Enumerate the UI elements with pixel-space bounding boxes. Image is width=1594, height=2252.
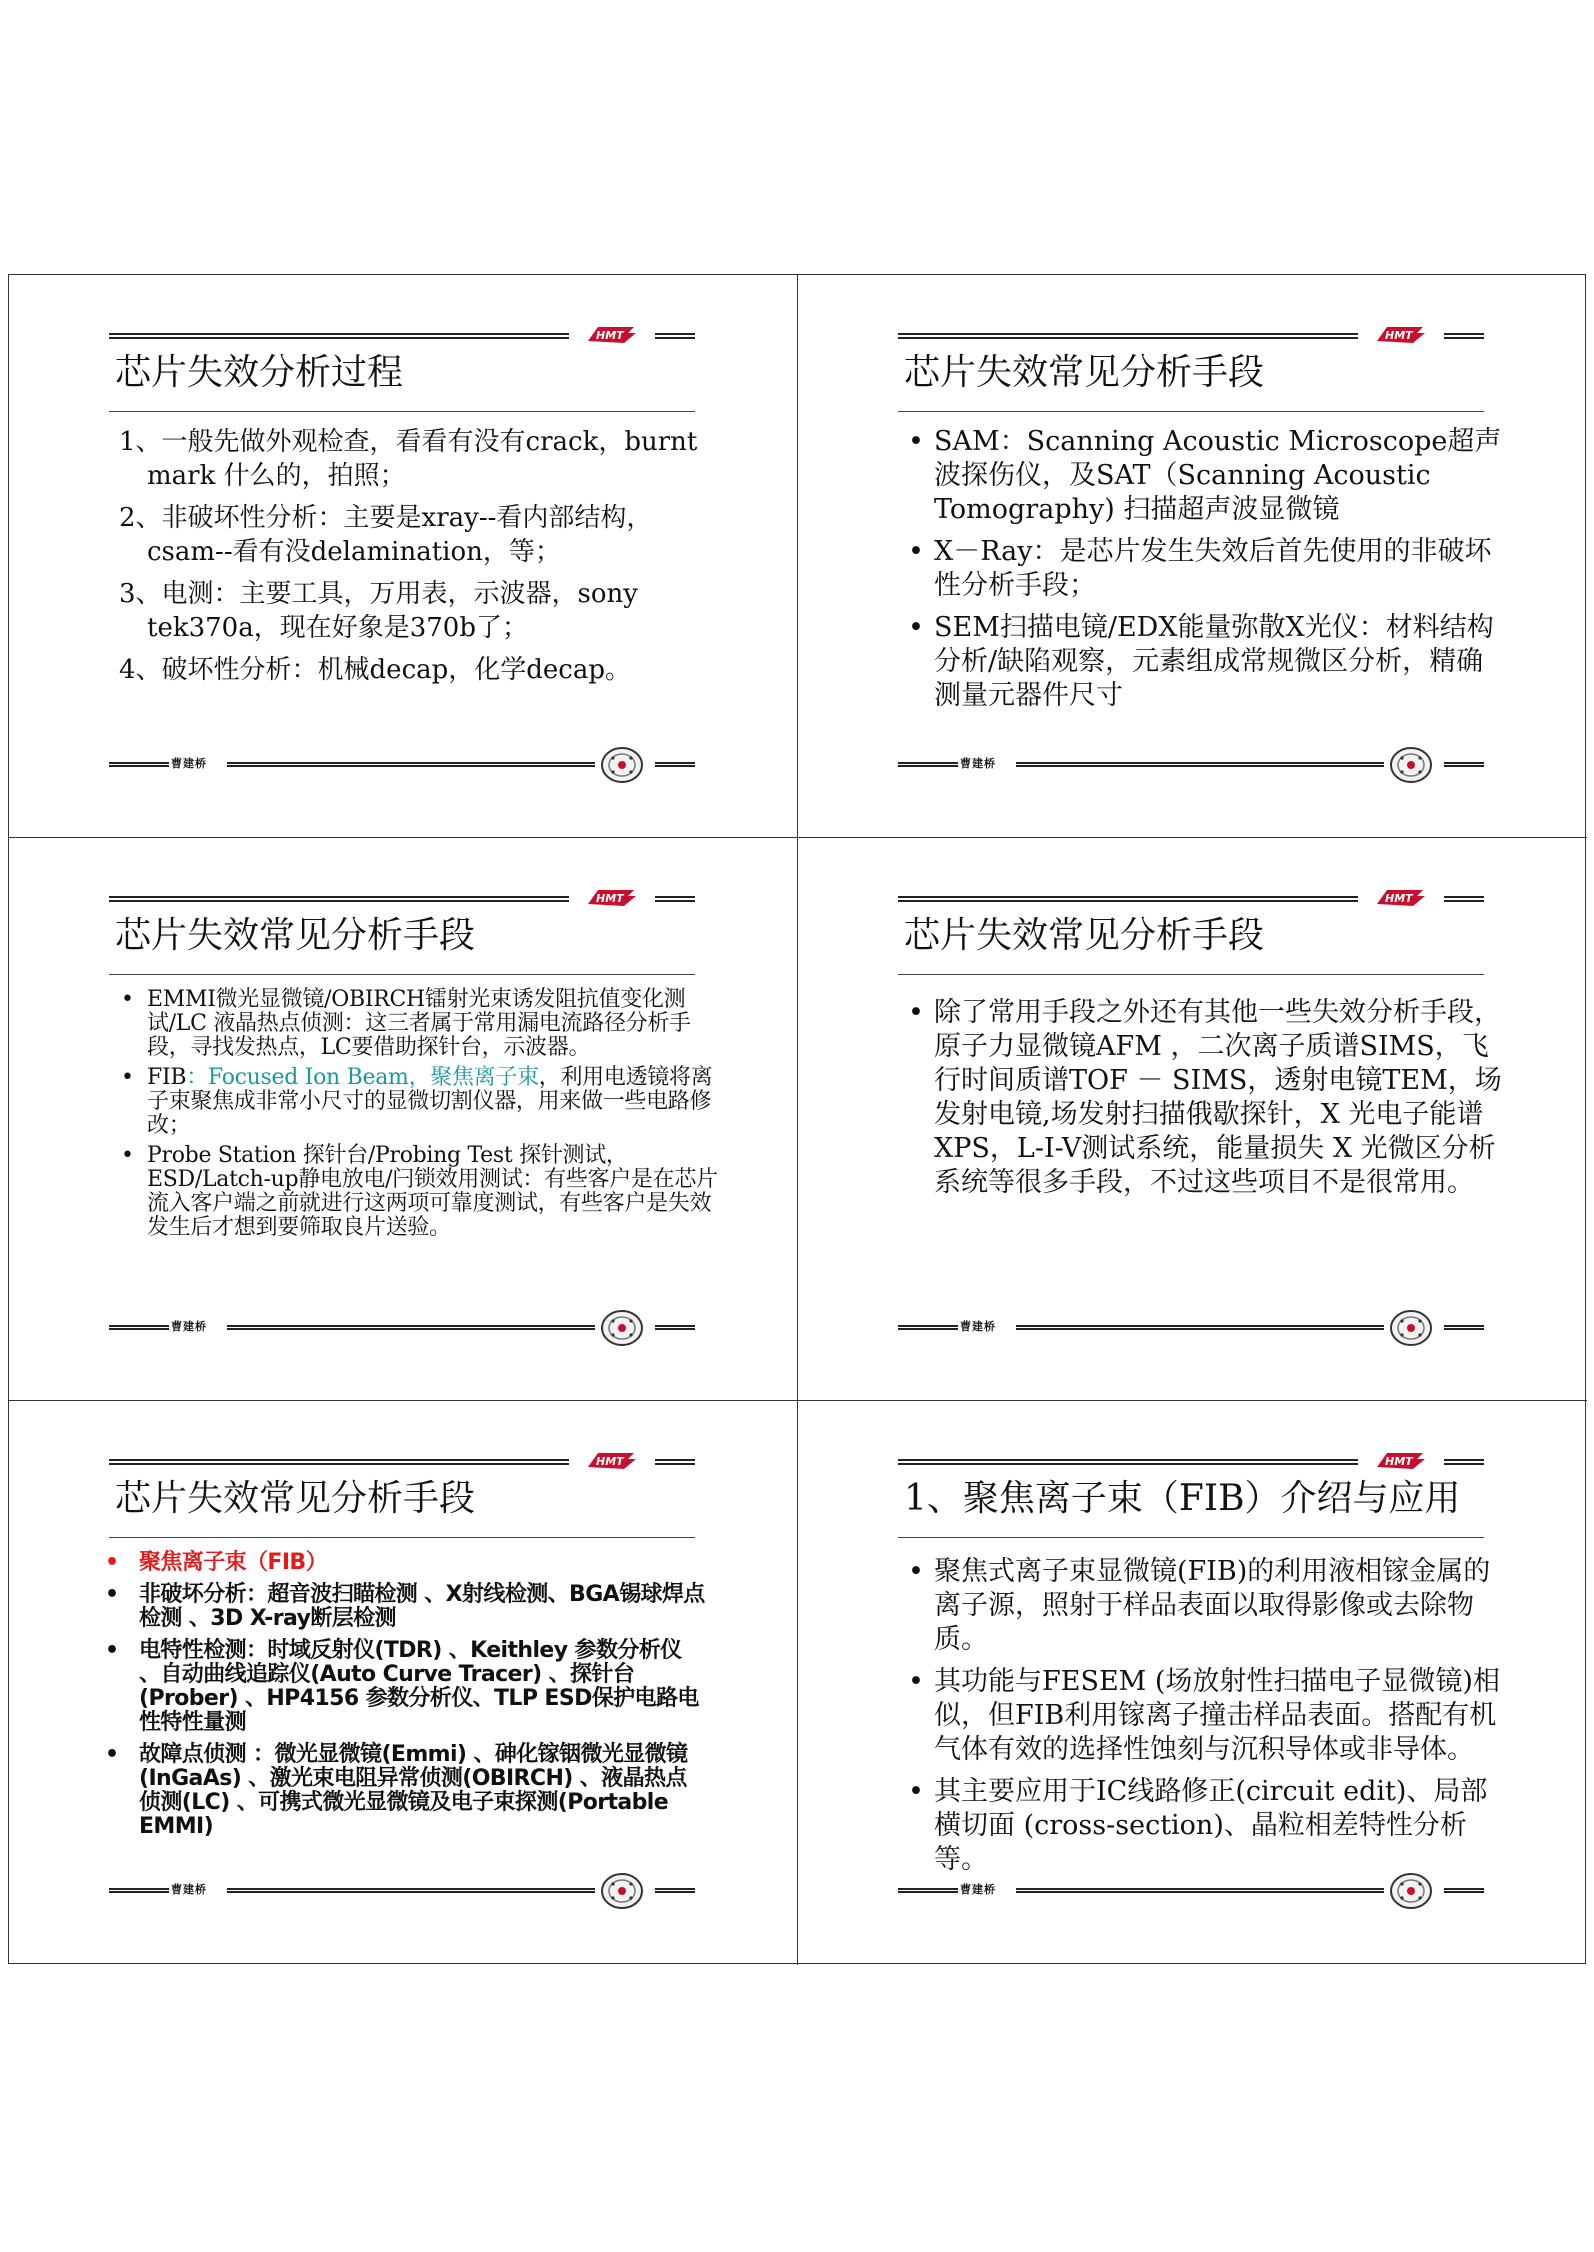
list-item	[908, 1775, 1508, 1877]
list-item-text: 除了常用手段之外还有其他一些失效分析手段，原子力显微镜AFM ，二次离子质谱SIMS，飞行时间质谱TOF － SIMS，透射电镜TEM，场发射电镜,场发射扫描俄歇探针，X 光电子能谱XPS，L-I-V测试系统，能量损失 X 光微区分析系统等很多手段，不过这些项目不是很常用。	[934, 997, 1502, 1198]
footer-rule	[227, 1888, 595, 1893]
list-item-text: Probe Station 探针台/Probing Test 探针测试，ESD/Latch-up静电放电/闩锁效用测试：有些客户是在芯片流入客户端之前就进行这两项可靠度测试，有些客户是失效发生后才想到要筛取良片送验。	[147, 1143, 718, 1240]
slide-grid	[8, 274, 1586, 1964]
list-item	[105, 1743, 705, 1839]
list-item	[121, 1066, 721, 1138]
list-item	[105, 1583, 705, 1631]
header-rule-tail	[1444, 1459, 1484, 1465]
title-underline	[109, 974, 695, 975]
header-rule-tail	[1444, 333, 1484, 339]
bullet-icon: •	[105, 1638, 119, 1663]
company-logo-icon	[1373, 1449, 1429, 1471]
seal-emblem-icon	[599, 745, 645, 785]
list-item	[908, 1665, 1508, 1767]
list-item	[908, 425, 1508, 527]
svg-text:HMT: HMT	[1385, 1455, 1413, 1468]
svg-text:HMT: HMT	[596, 329, 624, 342]
list-item-text: 聚焦式离子束显微镜(FIB)的利用液相镓金属的离子源，照射于样品表面以取得影像或去除物质。	[934, 1556, 1491, 1655]
slide-3	[9, 838, 798, 1401]
footer-author: 曹建桥	[171, 1883, 207, 1896]
slide-body	[119, 425, 719, 695]
slide-body	[121, 988, 721, 1246]
title-underline	[898, 411, 1484, 412]
slide-title: 1、聚焦离子束（FIB）介绍与应用	[904, 1478, 1461, 1519]
bullet-icon: •	[121, 1143, 134, 1168]
bullet-icon: •	[105, 1582, 119, 1607]
header-rule-tail	[1444, 896, 1484, 902]
company-logo-icon	[584, 886, 640, 908]
header-rule	[898, 333, 1358, 339]
slide-body	[908, 425, 1508, 721]
seal-emblem-icon	[1388, 1308, 1434, 1348]
footer-author: 曹建桥	[171, 1320, 207, 1333]
list-item	[908, 1555, 1508, 1657]
list-item-text: 非破坏分析：超音波扫瞄检测 、X射线检测、BGA锡球焊点检测 、3D X-ray断层检测	[139, 1582, 705, 1631]
list-item-text: SAM：Scanning Acoustic Microscope超声波探伤仪，及SAT（Scanning Acoustic Tomography) 扫描超声波显微镜	[934, 426, 1502, 525]
list-item: 4、破坏性分析：机械decap，化学decap。	[119, 655, 632, 685]
footer-rule	[227, 762, 595, 767]
list-item: 3、电测：主要工具，万用表，示波器，sony tek370a，现在好象是370b了；	[119, 579, 638, 643]
slide-1	[9, 275, 798, 838]
footer-author: 曹建桥	[960, 1883, 996, 1896]
bullet-icon: •	[908, 1666, 924, 1697]
list-item	[908, 535, 1508, 603]
slide-body	[908, 996, 1508, 1208]
bullet-icon: •	[908, 612, 924, 643]
bullet-icon: •	[908, 1776, 924, 1807]
list-item	[121, 988, 721, 1060]
company-logo-icon	[1373, 323, 1429, 345]
footer-rule-right	[655, 762, 695, 767]
fib-highlight: ：Focused Ion Beam，聚焦离子束	[186, 1065, 539, 1090]
list-item-text: 电特性检测：时域反射仪(TDR) 、Keithley 参数分析仪 、自动曲线追踪仪(Auto Curve Tracer) 、探针台(Prober) 、HP4156 参数分析仪、TLP ESD保护电路电性特性量测	[139, 1638, 699, 1735]
header-rule	[109, 1459, 569, 1465]
footer-rule-left	[109, 1325, 169, 1330]
bullet-icon: •	[121, 987, 134, 1012]
header-rule	[109, 896, 569, 902]
seal-emblem-icon	[599, 1308, 645, 1348]
list-item-text: 聚焦离子束（FIB）	[139, 1550, 327, 1575]
svg-text:HMT: HMT	[596, 892, 624, 905]
slide-6	[798, 1401, 1587, 1965]
footer-rule-right	[1444, 1325, 1484, 1330]
seal-emblem-icon	[1388, 745, 1434, 785]
list-item-text: 故障点侦测 ：微光显微镜(Emmi) 、砷化镓铟微光显微镜(InGaAs) 、激光束电阻异常侦测(OBIRCH) 、液晶热点侦测(LC) 、可携式微光显微镜及电子束探测(Portable EMMI)	[139, 1742, 688, 1839]
list-item-text: 其主要应用于IC线路修正(circuit edit)、局部横切面 (cross-section)、晶粒相差特性分析等。	[934, 1776, 1488, 1875]
footer-rule-right	[1444, 1888, 1484, 1893]
title-underline	[109, 1537, 695, 1538]
list-item	[908, 996, 1508, 1200]
footer-rule-left	[109, 762, 169, 767]
footer-rule-left	[898, 1888, 958, 1893]
list-item-text: ，利用电透镜将离子束聚焦成非常小尺寸的显微切割仪器，用来做一些电路修改；	[147, 1065, 713, 1138]
bullet-icon: •	[105, 1742, 119, 1767]
list-item	[908, 611, 1508, 713]
bullet-icon: •	[908, 536, 924, 567]
slide-title: 芯片失效分析过程	[115, 352, 404, 393]
footer-rule	[1016, 1888, 1384, 1893]
list-item-text: 其功能与FESEM (场放射性扫描电子显微镜)相似，但FIB利用镓离子撞击样品表面。搭配有机气体有效的选择性蚀刻与沉积导体或非导体。	[934, 1666, 1500, 1765]
footer-rule	[1016, 762, 1384, 767]
footer-author: 曹建桥	[960, 1320, 996, 1333]
list-item-text: X－Ray：是芯片发生失效后首先使用的非破坏性分析手段；	[934, 536, 1492, 601]
list-item-text: EMMI微光显微镜/OBIRCH镭射光束诱发阻抗值变化测试/LC 液晶热点侦测：这三者属于常用漏电流路径分析手段，寻找发热点，LC要借助探针台，示波器。	[147, 987, 691, 1060]
title-underline	[898, 974, 1484, 975]
title-underline	[109, 411, 695, 412]
footer-rule-right	[655, 1888, 695, 1893]
bullet-icon: •	[908, 1556, 924, 1587]
bullet-icon: •	[121, 1065, 134, 1090]
bullet-icon: •	[105, 1550, 119, 1575]
list-item	[121, 1144, 721, 1240]
list-item	[105, 1639, 705, 1735]
svg-text:HMT: HMT	[596, 1455, 624, 1468]
company-logo-icon	[584, 1449, 640, 1471]
title-underline	[898, 1537, 1484, 1538]
slide-title: 芯片失效常见分析手段	[115, 915, 476, 956]
slide-body	[105, 1551, 705, 1847]
company-logo-icon	[584, 323, 640, 345]
footer-rule-left	[109, 1888, 169, 1893]
slide-body	[908, 1555, 1508, 1885]
header-rule	[898, 1459, 1358, 1465]
footer-rule	[227, 1325, 595, 1330]
company-logo-icon	[1373, 886, 1429, 908]
list-item: 1、一般先做外观检查，看看有没有crack，burnt mark 什么的，拍照；	[119, 427, 698, 491]
slide-2	[798, 275, 1587, 838]
footer-rule-right	[1444, 762, 1484, 767]
slide-5	[9, 1401, 798, 1965]
svg-text:HMT: HMT	[1385, 329, 1413, 342]
slide-title: 芯片失效常见分析手段	[904, 352, 1265, 393]
header-rule	[898, 896, 1358, 902]
bullet-icon: •	[908, 426, 924, 457]
list-item-text: SEM扫描电镜/EDX能量弥散X光仪：材料结构分析/缺陷观察，元素组成常规微区分析，精确测量元器件尺寸	[934, 612, 1494, 711]
footer-author: 曹建桥	[171, 757, 207, 770]
seal-emblem-icon	[1388, 1871, 1434, 1911]
header-rule-tail	[655, 896, 695, 902]
bullet-icon: •	[908, 997, 924, 1028]
footer-rule-left	[898, 1325, 958, 1330]
svg-text:HMT: HMT	[1385, 892, 1413, 905]
list-item: 2、非破坏性分析：主要是xray--看内部结构，csam--看有没delamination，等；	[119, 503, 653, 567]
footer-rule	[1016, 1325, 1384, 1330]
header-rule-tail	[655, 1459, 695, 1465]
seal-emblem-icon	[599, 1871, 645, 1911]
list-item	[105, 1551, 705, 1575]
footer-rule-right	[655, 1325, 695, 1330]
slide-4	[798, 838, 1587, 1401]
footer-rule-left	[898, 762, 958, 767]
header-rule	[109, 333, 569, 339]
footer-author: 曹建桥	[960, 757, 996, 770]
list-item-lead: FIB	[147, 1065, 187, 1090]
header-rule-tail	[655, 333, 695, 339]
slide-title: 芯片失效常见分析手段	[115, 1478, 476, 1519]
slide-title: 芯片失效常见分析手段	[904, 915, 1265, 956]
